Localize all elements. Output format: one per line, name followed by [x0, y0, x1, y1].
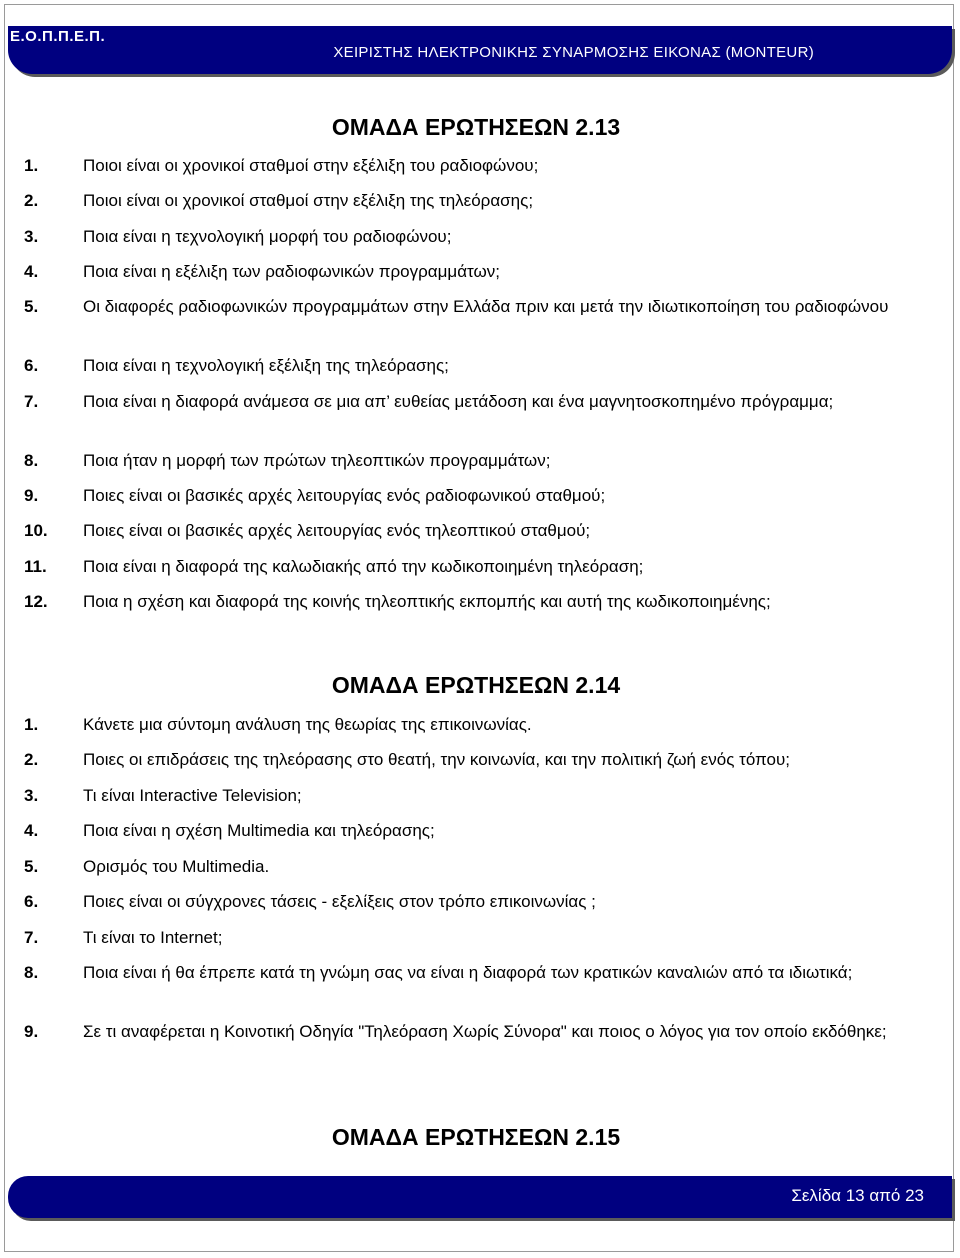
question-2-13-3	[24, 226, 934, 248]
question-text: Ορισμός του Multimedia.	[83, 857, 270, 876]
question-number: 1.	[24, 715, 39, 734]
question-2-13-8	[24, 450, 934, 472]
question-number: 10.	[24, 521, 48, 540]
question-number: 4.	[24, 821, 39, 840]
question-text: Ποια είναι η σχέση Multimedia και τηλεόρασης;	[83, 821, 435, 840]
question-text: Ποιες είναι οι σύγχρονες τάσεις - εξελίξεις στον τρόπο επικοινωνίας ;	[83, 892, 596, 911]
question-text: Ποια ήταν η μορφή των πρώτων τηλεοπτικών προγραμμάτων;	[83, 451, 551, 470]
question-text: Ποια είναι η τεχνολογική εξέλιξη της τηλεόρασης;	[83, 356, 449, 375]
question-2-14-7	[24, 927, 934, 949]
question-number: 2.	[24, 191, 39, 210]
page-number: Σελίδα 13 από 23	[791, 1186, 924, 1205]
question-text: Ποιες είναι οι βασικές αρχές λειτουργίας ενός τηλεοπτικού σταθμού;	[83, 521, 591, 540]
question-2-14-5	[24, 856, 934, 878]
question-text: Σε τι αναφέρεται η Κοινοτική Οδηγία "Τηλεόραση Χωρίς Σύνορα" και ποιος ο λόγος για τον οποίο εκδόθηκε;	[83, 1022, 887, 1041]
question-number: 6.	[24, 892, 39, 911]
question-number: 8.	[24, 963, 39, 982]
question-text: Κάνετε μια σύντομη ανάλυση της θεωρίας της επικοινωνίας.	[83, 715, 532, 734]
question-2-13-6	[24, 355, 934, 377]
section-title-2-14: ΟΜΑΔΑ ΕΡΩΤΗΣΕΩΝ 2.14	[331, 672, 621, 698]
question-text: Ποια είναι η εξέλιξη των ραδιοφωνικών προγραμμάτων;	[83, 262, 501, 281]
question-number: 9.	[24, 486, 39, 505]
footer-bar	[8, 1176, 952, 1218]
question-text: Τι είναι το Internet;	[83, 928, 223, 947]
question-number: 6.	[24, 356, 39, 375]
question-text: Τι είναι Interactive Television;	[83, 786, 302, 805]
question-number: 7.	[24, 392, 39, 411]
question-2-13-1	[24, 155, 934, 177]
question-2-13-12	[24, 591, 934, 613]
section-title-2-15: ΟΜΑΔΑ ΕΡΩΤΗΣΕΩΝ 2.15	[331, 1124, 621, 1150]
question-text: Ποιοι είναι οι χρονικοί σταθμοί στην εξέλιξη του ραδιοφώνου;	[83, 156, 539, 175]
question-text: Ποιοι είναι οι χρονικοί σταθμοί στην εξέλιξη της τηλεόρασης;	[83, 191, 534, 210]
header-org: Ε.Ο.Π.Π.Ε.Π.	[10, 28, 106, 45]
question-2-14-6	[24, 891, 934, 913]
question-number: 8.	[24, 451, 39, 470]
question-text: Οι διαφορές ραδιοφωνικών προγραμμάτων στην Ελλάδα πριν και μετά την ιδιωτικοποίηση του ραδιοφώνου	[83, 297, 889, 316]
question-text: Ποια είναι η διαφορά ανάμεσα σε μια απ’ ευθείας μετάδοση και ένα μαγνητοσκοπημένο πρόγραμμα;	[83, 392, 834, 411]
question-2-13-4	[24, 261, 934, 283]
question-number: 3.	[24, 227, 39, 246]
question-number: 7.	[24, 928, 39, 947]
question-text: Ποιες οι επιδράσεις της τηλεόρασης στο θεατή, την κοινωνία, και την πολιτική ζωή ενός τόπου;	[83, 750, 791, 769]
question-number: 3.	[24, 786, 39, 805]
question-2-14-3	[24, 785, 934, 807]
question-2-14-1	[24, 714, 934, 736]
question-2-13-11	[24, 556, 934, 578]
question-number: 5.	[24, 297, 39, 316]
question-number: 11.	[24, 557, 47, 576]
question-text: Ποια είναι η τεχνολογική μορφή του ραδιοφώνου;	[83, 227, 452, 246]
section-title-2-13: ΟΜΑΔΑ ΕΡΩΤΗΣΕΩΝ 2.13	[331, 114, 621, 140]
question-2-13-10	[24, 520, 934, 542]
question-text: Ποιες είναι οι βασικές αρχές λειτουργίας ενός ραδιοφωνικού σταθμού;	[83, 486, 606, 505]
header-title: ΧΕΙΡΙΣΤΗΣ ΗΛΕΚΤΡΟΝΙΚΗΣ ΣΥΝΑΡΜΟΣΗΣ ΕΙΚΟΝΑΣ (MONTEUR)	[333, 44, 814, 61]
question-text: Ποια η σχέση και διαφορά της κοινής τηλεοπτικής εκπομπής και αυτή της κωδικοποιημένης;	[83, 592, 771, 611]
question-number: 5.	[24, 857, 39, 876]
question-number: 9.	[24, 1022, 39, 1041]
question-2-14-8	[24, 962, 934, 984]
question-number: 4.	[24, 262, 39, 281]
question-text: Ποια είναι η διαφορά της καλωδιακής από την κωδικοποιημένη τηλεόραση;	[83, 557, 644, 576]
question-2-13-2	[24, 190, 934, 212]
question-2-14-9	[24, 1021, 934, 1043]
question-2-13-5	[24, 296, 934, 318]
question-2-14-2	[24, 749, 934, 771]
question-number: 12.	[24, 592, 48, 611]
question-2-13-9	[24, 485, 934, 507]
question-number: 1.	[24, 156, 39, 175]
question-number: 2.	[24, 750, 39, 769]
question-2-13-7	[24, 391, 934, 413]
question-2-14-4	[24, 820, 934, 842]
question-text: Ποια είναι ή θα έπρεπε κατά τη γνώμη σας να είναι η διαφορά των κρατικών καναλιών από τα ιδιωτικά;	[83, 963, 853, 982]
